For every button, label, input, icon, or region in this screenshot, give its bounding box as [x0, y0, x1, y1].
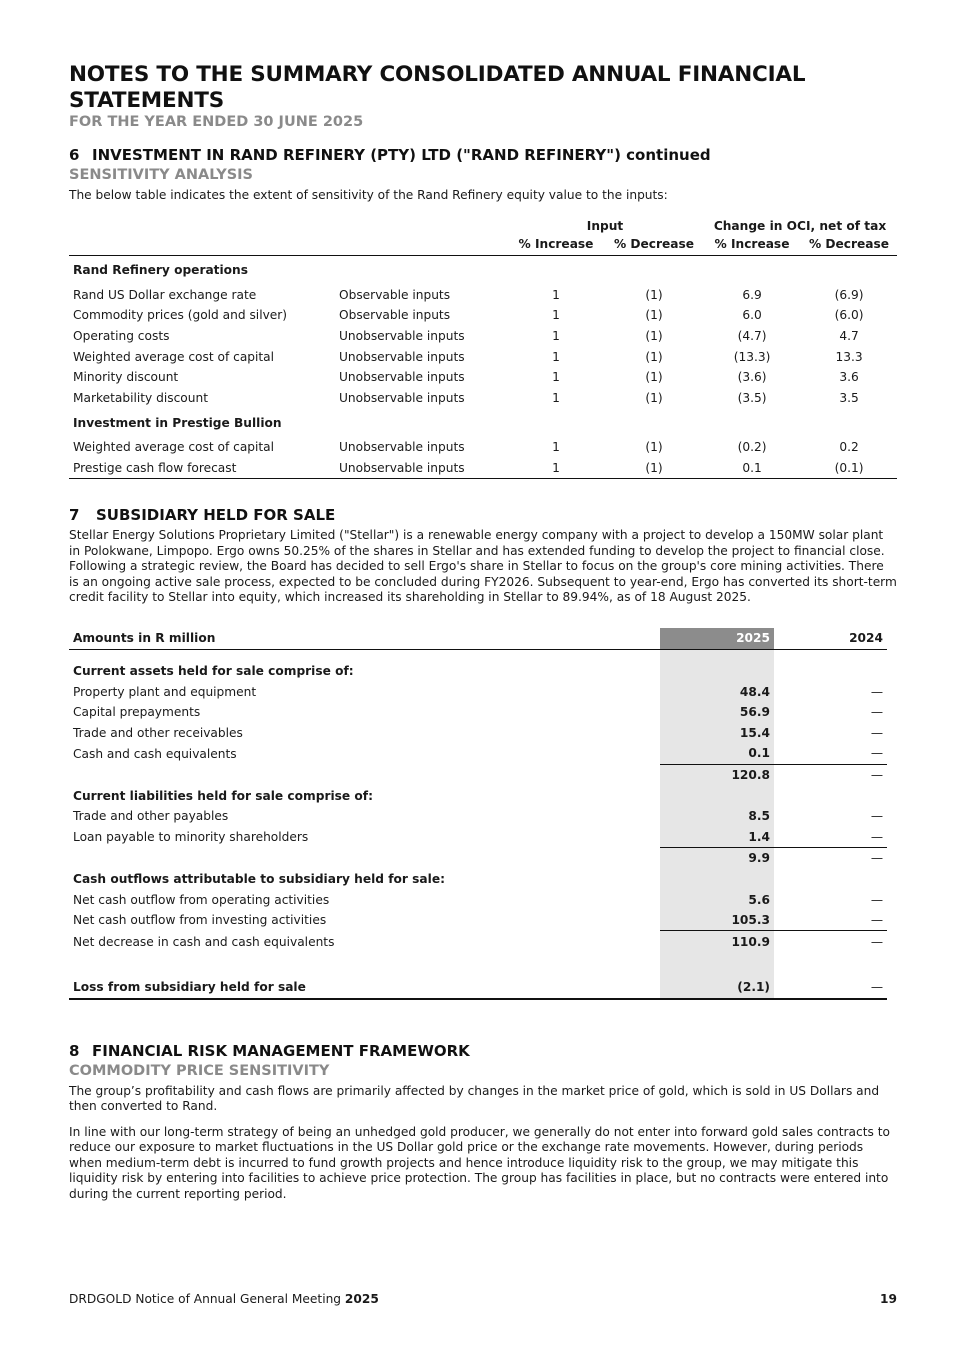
row-label: Loan payable to minority shareholders — [73, 830, 309, 845]
row-input-inc: 1 — [552, 287, 560, 302]
cash-heading: Cash outflows attributable to subsidiary held for sale: — [73, 871, 445, 886]
section-8-paragraph-2: In line with our long-term strategy of being an unhedged gold producer, we generally do not enter into forward gold sales contracts to reduce our exposure to market fluctuations in the US Dollar gold price or the exchange rate movements. However, during periods when medium-term debt is incurred to fund growth projects and hence introduce liquidity risk to the group, we may mitigate this liquidity risk by entering into facilities to achieve price protection. The group has facilities in place, but no contracts were entered into during the current reporting period. — [69, 1124, 890, 1201]
table-row — [69, 458, 897, 479]
liabilities-total-2024: — — [774, 848, 887, 869]
row-2024-value: — — [870, 705, 883, 720]
row-label: Trade and other receivables — [73, 725, 243, 740]
row-label: Trade and other payables — [73, 809, 229, 824]
year-2024-header: 2024 — [774, 628, 887, 650]
footer-publication: DRDGOLD Notice of Annual General Meeting — [69, 1292, 342, 1306]
row-2025-value: 0.1 — [660, 743, 774, 764]
row-2024-value: — — [870, 809, 883, 824]
row-label: Marketability discount — [73, 390, 208, 405]
row-2025-value: 5.6 — [660, 889, 774, 910]
table-row — [69, 910, 887, 931]
section-8-number: 8 — [69, 1041, 80, 1060]
loss-label: Loss from subsidiary held for sale — [69, 977, 660, 999]
table-row — [69, 305, 897, 326]
table-row — [69, 346, 897, 367]
cash-total-2025: 110.9 — [660, 931, 774, 952]
page-number: 19 — [880, 1292, 897, 1306]
group-rand-refinery: Rand Refinery operations — [73, 263, 248, 277]
table-row — [69, 889, 887, 910]
row-label: Cash and cash equivalents — [73, 746, 237, 761]
liabilities-total-2025: 9.9 — [660, 848, 774, 869]
row-label: Commodity prices (gold and silver) — [73, 308, 288, 323]
row-2025-value: 48.4 — [660, 681, 774, 702]
section-8-heading — [69, 1041, 897, 1061]
row-2024-value: — — [870, 746, 883, 761]
row-input-inc: 1 — [552, 308, 560, 323]
row-type: Observable inputs — [339, 308, 451, 323]
group-prestige-bullion: Investment in Prestige Bullion — [73, 415, 282, 430]
input-group-header: Input — [586, 218, 624, 233]
row-label: Weighted average cost of capital — [73, 440, 275, 455]
page-content — [69, 62, 897, 1202]
oci-decrease-header: % Decrease — [801, 237, 897, 256]
row-input-dec: (1) — [645, 370, 663, 385]
table-row — [69, 806, 887, 827]
page-title: NOTES TO THE SUMMARY CONSOLIDATED ANNUAL FINANCIAL STATEMENTS — [69, 62, 806, 113]
section-8-subtitle: COMMODITY PRICE SENSITIVITY — [69, 1062, 330, 1079]
row-oci-dec: 3.5 — [839, 390, 859, 405]
cash-total-row — [69, 931, 887, 952]
cash-heading-row — [69, 869, 887, 890]
row-label: Property plant and equipment — [73, 684, 257, 699]
row-oci-inc: 0.1 — [703, 458, 801, 479]
row-oci-dec: 3.6 — [839, 370, 859, 385]
cash-total-label: Net decrease in cash and cash equivalents — [73, 934, 335, 949]
section-7-heading — [69, 505, 897, 525]
section-6-subtitle: SENSITIVITY ANALYSIS — [69, 167, 254, 183]
row-type: Unobservable inputs — [335, 458, 507, 479]
table-row — [69, 681, 887, 702]
row-2024-value: — — [870, 913, 883, 928]
liabilities-heading: Current liabilities held for sale comprise of: — [73, 788, 373, 803]
row-oci-inc: (3.6) — [737, 370, 767, 385]
row-oci-inc: 6.0 — [742, 308, 762, 323]
row-input-dec: (1) — [645, 390, 663, 405]
table-row — [69, 702, 887, 723]
input-increase-header: % Increase — [507, 237, 605, 256]
table-row — [69, 827, 887, 848]
row-type: Unobservable inputs — [339, 390, 465, 405]
row-input-inc: 1 — [552, 390, 560, 405]
row-oci-inc: (3.5) — [737, 390, 767, 405]
liabilities-heading-row — [69, 785, 887, 806]
row-type: Observable inputs — [339, 287, 451, 302]
assets-heading: Current assets held for sale comprise of: — [73, 664, 354, 679]
sensitivity-table — [69, 215, 897, 480]
row-oci-dec: (6.0) — [834, 308, 864, 323]
assets-total-2024: — — [774, 764, 887, 785]
table-row — [69, 387, 897, 408]
row-2024-value: — — [870, 829, 883, 844]
row-oci-inc: (0.2) — [737, 440, 767, 455]
row-input-dec: (1) — [645, 349, 663, 364]
table-header-row — [69, 628, 887, 650]
row-input-inc: 1 — [507, 458, 605, 479]
row-2024-value: — — [870, 725, 883, 740]
table-row — [69, 285, 897, 306]
page-subtitle: FOR THE YEAR ENDED 30 JUNE 2025 — [69, 114, 364, 130]
row-label: Minority discount — [73, 370, 179, 385]
row-label: Prestige cash flow forecast — [69, 458, 335, 479]
footer-year: 2025 — [344, 1292, 379, 1306]
cash-total-2024: — — [774, 931, 887, 952]
row-2025-value: 1.4 — [660, 827, 774, 848]
oci-group-header: Change in OCI, net of tax — [713, 218, 887, 233]
row-oci-dec: 4.7 — [839, 328, 859, 343]
row-type: Unobservable inputs — [339, 328, 465, 343]
assets-heading-row — [69, 661, 887, 682]
row-input-dec: (1) — [645, 440, 663, 455]
input-decrease-header: % Decrease — [605, 237, 703, 256]
assets-total-2025: 120.8 — [660, 764, 774, 785]
amounts-header: Amounts in R million — [69, 628, 660, 650]
section-7-paragraph: Stellar Energy Solutions Proprietary Limited ("Stellar") is a renewable energy company with a project to develop a 150MW solar plant in Polokwane, Limpopo. Ergo owns 50.25% of the shares in Stellar and has extended funding to develop the project to financial close. Following a strategic review, the Board has decided to sell Ergo's share in Stellar to focus on the group's core mining activities. There is an ongoing active sale process, expected to be concluded during FY2026. Subsequent to year-end, Ergo has converted its short-term credit facility to Stellar into equity, which increased its shareholding in Stellar to 89.94%, as of 18 August 2025. — [69, 528, 897, 605]
table-row — [69, 437, 897, 458]
row-label: Net cash outflow from operating activities — [73, 892, 330, 907]
table-row — [69, 743, 887, 764]
section-6-intro: The below table indicates the extent of sensitivity of the Rand Refinery equity value to the inputs: — [69, 188, 668, 202]
row-2025-value: 8.5 — [660, 806, 774, 827]
assets-total-row — [69, 764, 887, 785]
oci-increase-header: % Increase — [703, 237, 801, 256]
section-7-number: 7 — [69, 506, 80, 525]
row-type: Unobservable inputs — [339, 349, 465, 364]
row-oci-dec: (0.1) — [801, 458, 897, 479]
loss-2024: — — [774, 977, 887, 999]
row-oci-dec: 0.2 — [839, 440, 859, 455]
loss-2025: (2.1) — [660, 977, 774, 999]
row-2024-value: — — [870, 892, 883, 907]
row-2025-value: 56.9 — [660, 702, 774, 723]
row-label: Operating costs — [73, 328, 170, 343]
row-input-dec: (1) — [645, 308, 663, 323]
section-6-number: 6 — [69, 146, 80, 164]
row-2025-value: 15.4 — [660, 723, 774, 744]
table-row — [69, 723, 887, 744]
page-footer — [69, 1291, 897, 1307]
row-label: Capital prepayments — [73, 705, 201, 720]
row-label: Weighted average cost of capital — [73, 349, 275, 364]
section-6-heading — [69, 145, 897, 165]
loss-row — [69, 977, 887, 999]
row-input-inc: 1 — [552, 440, 560, 455]
section-8-paragraph-1: The group’s profitability and cash flows are primarily affected by changes in the market price of gold, which is sold in US Dollars and then converted to Rand. — [69, 1083, 880, 1114]
row-input-inc: 1 — [552, 328, 560, 343]
row-oci-inc: (13.3) — [733, 349, 771, 364]
row-2024-value: — — [870, 684, 883, 699]
section-8-title: FINANCIAL RISK MANAGEMENT FRAMEWORK — [92, 1041, 470, 1060]
row-type: Unobservable inputs — [339, 370, 465, 385]
row-label: Net cash outflow from investing activities — [73, 913, 327, 928]
row-input-dec: (1) — [645, 328, 663, 343]
row-input-dec: (1) — [645, 287, 663, 302]
table-row — [69, 326, 897, 347]
row-input-dec: (1) — [605, 458, 703, 479]
row-oci-inc: (4.7) — [737, 328, 767, 343]
row-oci-dec: (6.9) — [834, 287, 864, 302]
row-2025-value: 105.3 — [660, 910, 774, 931]
table-row — [69, 367, 897, 388]
held-for-sale-table — [69, 628, 887, 1000]
section-6-title: INVESTMENT IN RAND REFINERY (PTY) LTD ("RAND REFINERY") continued — [92, 146, 711, 164]
row-type: Unobservable inputs — [339, 440, 465, 455]
section-7-title: SUBSIDIARY HELD FOR SALE — [96, 506, 336, 525]
row-input-inc: 1 — [552, 349, 560, 364]
year-2025-header: 2025 — [660, 628, 774, 650]
row-input-inc: 1 — [552, 370, 560, 385]
liabilities-total-row — [69, 848, 887, 869]
row-oci-dec: 13.3 — [835, 349, 863, 364]
row-label: Rand US Dollar exchange rate — [73, 287, 257, 302]
row-oci-inc: 6.9 — [742, 287, 762, 302]
